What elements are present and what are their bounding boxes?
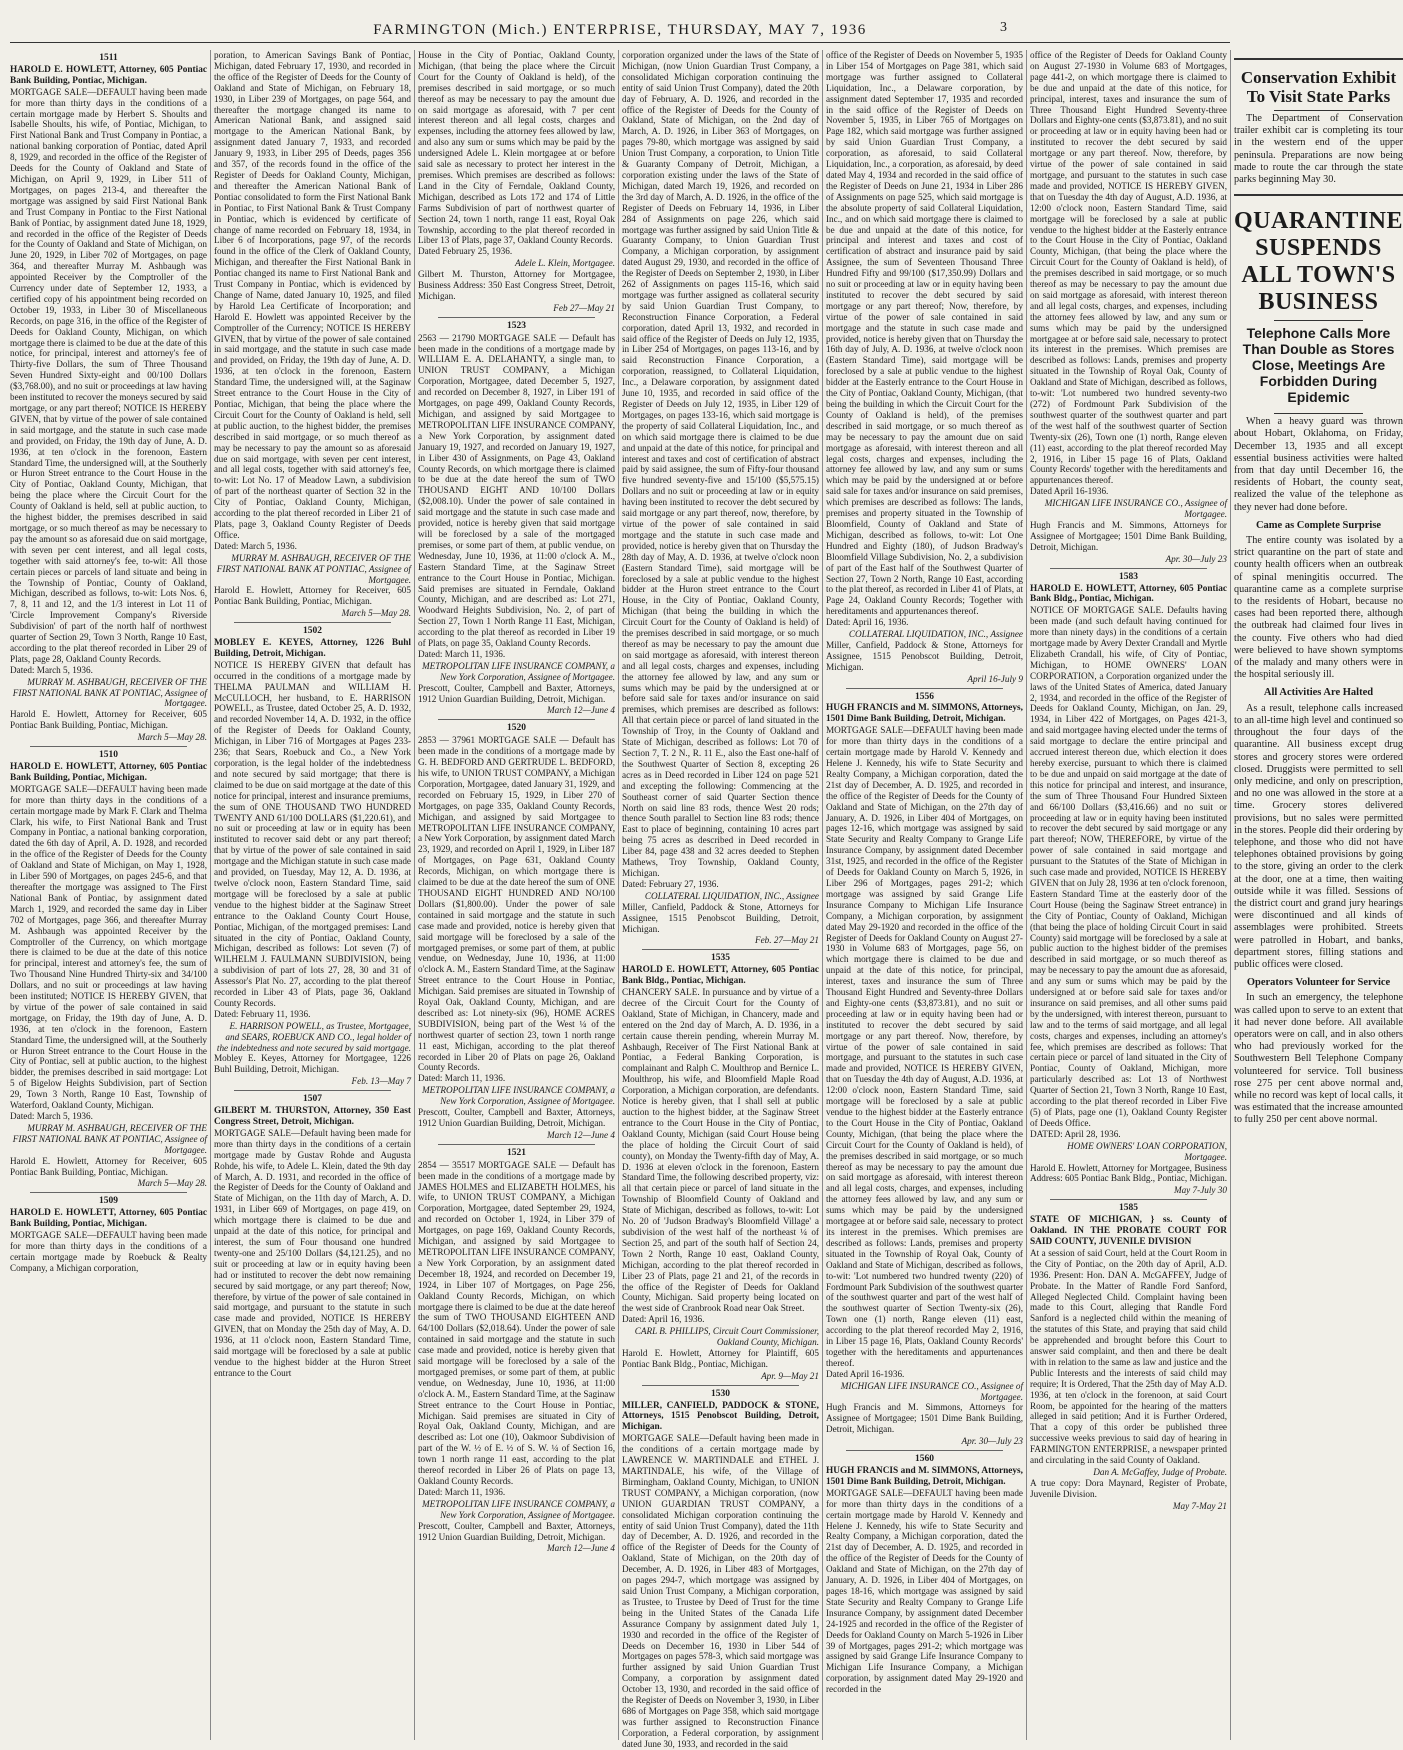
notice-attorney-address: Harold E. Howlett, Attorney for Receiver, 605 Pontiac Bank Building, Pontiac, Michigan. (10, 1155, 207, 1177)
legal-column (10, 50, 207, 1740)
notice-attorney: HUGH FRANCIS and M. SIMMONS, Attorneys, 1501 Dime Bank Building, Detroit, Michigan. (826, 703, 1023, 725)
story-paragraph: In such an emergency, the telephone was called upon to serve to an extent that it had never done before. All available operators were on call, and in also others who had previously worked for the Southwestern Bell Telephone Company volunteered for service. Toll business rose 275 per cent above normal and, while no record was kept of local calls, it was estimated that the increase amounted to fully 250 per cent above normal. (1234, 992, 1403, 1126)
legal-notice (10, 750, 207, 1193)
story-deck: Telephone Calls More Than Double as Stores Close, Meetings Are Forbidden During Epidemic (1242, 325, 1395, 406)
notice-body: CHANCERY SALE. In pursuance and by virtue of a decree of the Circuit Court for the County of Oakland, State of Michigan, in Chancery, made and entered on the 2nd day of March, A. D. 1936, in a certain cause therein pending, wherein Murray M. Ashbaugh, Receiver of The First National Bank at Pontiac, a Federal Banking Corporation, is complainant and Ralph C. Moulthrop and Bernice L. Moulthrop, his wife, and Bloomfield Maple Road Corporation, a Michigan corporation, are defendants. Notice is hereby given, that I shall sell at public auction to the highest bidder, at the Saginaw Street entrance to the Court House in the City of Pontiac, Oakland County, Michigan (said Court House being the place of holding the Circuit Court of said county), on Monday the Twenty-fifth day of May, A. D. 1936 at eleven o'clock in the forenoon, Eastern Standard Time, the following described property, viz: all that certain piece or parcel of land situate in the Township of Bloomfield County of Oakland and State of Michigan, described as follows, to-wit: Lot No. 20 of 'Judson Bradway's Bloomfield Village' a subdivision of the west half of the northeast ¼ of Section 25, and part of the south half of Section 24, Town 2 North, Range 10 east, Oakland County, Michigan, according to the plat thereof recorded in Liber 23 of Plats, page 21 and 21, of the records in the office of the Register of Deeds for Oakland County, Michigan. Said property being located on the west side of Cranbrook Road near Oak Street. (622, 987, 819, 1314)
notice-date: DATED: April 28, 1936. (1030, 1128, 1121, 1139)
notice-run-dates: May 7-July 30 (1173, 1185, 1227, 1196)
masthead-title: FARMINGTON (Mich.) ENTERPRISE, THURSDAY, MAY 7, 1936 (373, 22, 867, 38)
notice-signature: MICHIGAN LIFE INSURANCE CO., Assignee of Mortgagee. (1044, 498, 1227, 520)
column-rule (414, 50, 415, 1740)
notice-attorney-address: Hugh Francis and M. Simmons, Attorneys for Assignee of Mortgagee; 1501 Dime Bank Building, Detroit, Michigan. (1030, 519, 1227, 552)
notice-separator (438, 1144, 595, 1145)
story-paragraph: The entire county was isolated by a strict quarantine on the part of state and county health officers when an outbreak of spinal meningitis occurred. The quarantine came as a complete surprise to the residents of Hobart, because no cases had been reported there, although the outbreak had claimed four lives in the county. Five others who had died were believed to have shown symptoms of the malady and many others were in the hospital seriously ill. (1234, 535, 1403, 681)
notice-number: 1507 (303, 1094, 322, 1105)
notice-date: Dated April 16-1936. (826, 1368, 905, 1379)
notice-signature: COLLATERAL LIQUIDATION, INC., Assignee (848, 629, 1023, 640)
notice-attorney-address: Hugh Francis and M. Simmons, Attorneys for Assignee of Mortgagee; 1501 Dime Bank Building, Detroit, Michigan. (826, 1402, 1023, 1435)
story-subhead: Came as Complete Surprise (1255, 519, 1382, 531)
notice-attorney: MOBLEY E. KEYES, Attorney, 1226 Buhl Building, Detroit, Michigan. (214, 638, 411, 659)
notice-attorney-address: Prescott, Coulter, Campbell and Baxter, Attorneys, 1912 Union Guardian Building, Detroit, Michigan. (418, 1107, 615, 1128)
column-rule (618, 50, 619, 1740)
notice-attorney-address: Miller, Canfield, Paddock & Stone, Attorneys for Assignee, 1515 Penobscot Building, Detroit, Michigan. (826, 639, 1023, 672)
notice-separator (234, 1090, 391, 1091)
notice-attorney: GILBERT M. THURSTON, Attorney, 350 East Congress Street, Detroit, Michigan. (214, 1106, 411, 1127)
notice-body: NOTICE IS HEREBY GIVEN that default has occurred in the conditions of a mortgage made by THELMA PAULMAN and WILLIAM H. McCULLOCH, her husband, to E. HARRISON POWELL, as Trustee, dated October 25, A. D. 1932, and recorded November 14, A. D. 1932, in the office of the Register of Deeds for Oakland County, Michigan, in Liber 716 of Mortgages at Pages 233-236; that Sears, Roebuck and Co., a New York corporation, is the legal holder of the indebtedness and note secured by said mortgage; that there is claimed to be due on said mortgage at the date of this notice for principal, interest and insurance premiums, the sum of ONE THOUSAND TWO HUNDRED TWENTY AND 61/100 DOLLARS ($1,220.61), and no suit or proceeding at law or in equity has been instituted to recover said debt or any part thereof; that by virtue of the power of sale contained in said mortgage and the Michigan statute in such case made and provided, on Tuesday, May 12, A. D. 1936, at twelve o'clock noon, Eastern Standard Time, said mortgage will be foreclosed by a sale at public vendue to the highest bidder at the Saginaw Street entrance to the Oakland County Court House, Pontiac, Michigan, of the mortgaged premises: Land situated in the city of Pontiac, Oakland County, Michigan, described as follows: Lot seven (7) of WILHELM J. FAULMANN SUBDIVISION, being a subdivision of part of lots 27, 28, 30 and 31 of Assessor's Plat No. 27, according to the plat thereof recorded in Liber 43 of Plats, page 36, Oakland County Records. (214, 659, 411, 1008)
column-rule (822, 50, 823, 1740)
notice-date: Dated: March 5, 1936. (214, 540, 297, 551)
notice-body: 2854 — 35517 MORTGAGE SALE — Default has been made in the conditions of a mortgage made by JAMES HOLMES and ELIZABETH HOLMES, his wife, to UNION TRUST COMPANY, a Michigan Corporation, Mortgagee, dated September 29, 1924, and recorded on October 1, 1924, in Liber 379 of Mortgages, on page 169, Oakland County Records, Michigan, and assigned by said Mortgagee to METROPOLITAN LIFE INSURANCE COMPANY, a New York Corporation, by an assignment dated December 18, 1924, and recorded on December 19, 1924, in Liber 107 of Mortgages, on Page 256, Oakland County Records, Michigan, on which mortgage there is claimed to be due at the date hereof the sum of TWO THOUSAND EIGHTEEN AND 64/100 Dollars ($2,018.64). Under the power of sale contained in said mortgage and the statute in such case made and provided, notice is hereby given that said mortgage will be foreclosed by a sale of the mortgaged premises, or some part of them, at public vendue, on Wednesday, June 10, 1936, at 11:00 o'clock A. M., Eastern Standard Time, at the Saginaw Street entrance to the Court House in Pontiac, Michigan. Said premises are situated in City of Royal Oak, Oakland County, Michigan, and are described as: Lot one (10), Oakmoor Subdivision of part of the W. ½ of E. ½ of S. W. ¼ of Section 16, town 1 north range 11 east, according to the plat thereof recorded in Liber 26 of Plats on page 13, Oakland County Records. (418, 1159, 615, 1486)
column-rule (210, 50, 211, 1740)
notice-attorney: STATE OF MICHIGAN, } ss. County of Oakland. IN THE PROBATE COURT FOR SAID COUNTY, JUVENILE DIVISION (1030, 1215, 1227, 1247)
notice-number: 1535 (711, 953, 730, 964)
notice-run-dates: March 5—May 28. (137, 732, 207, 743)
notice-body: House in the City of Pontiac, Oakland County, Michigan, (that being the place where the Circuit Court for the County of Oakland is held), of the premises described in said mortgage, or so much thereof as may be necessary to pay the amount due on said mortgage as aforesaid, with 7 per cent interest thereon and all legal costs, charges and expenses, including the attorney fees allowed by law, and also any sum or sums which may be paid by the undersigned Adele L. Klein mortgagee at or before said sale as necessary to protect her interest in the premises. Which premises are described as follows: Land in the City of Ferndale, Oakland County, Michigan, described as Lots 172 and 174 of Little Farms Subdivision of part of northwest quarter of Section 24, town 1 north, range 11 east, Royal Oak Township, according to the plat thereof recorded in Liber 13 of Plats, page 37, Oakland County Records. (418, 50, 615, 246)
notice-date: Dated: February 27, 1936. (622, 878, 719, 889)
notice-signature: METROPOLITAN LIFE INSURANCE COMPANY, a New York Corporation, Assignee of Mortgagee. (421, 660, 615, 682)
legal-notice (418, 321, 615, 721)
notice-number: 1510 (99, 750, 118, 761)
notice-attorney: HAROLD E. HOWLETT, Attorney, 605 Pontiac Bank Bldg., Pontiac, Michigan. (622, 965, 819, 987)
notice-date: Dated: April 16, 1936. (826, 617, 909, 628)
legal-column (826, 50, 1023, 1740)
story-headline: QUARANTINE SUSPENDS ALL TOWN'S BUSINESS (1234, 208, 1403, 316)
legal-column (1030, 50, 1227, 1740)
notice-separator (438, 317, 595, 318)
notice-number: 1520 (507, 723, 526, 734)
legal-notice (214, 626, 411, 1091)
notice-date: Dated: March 5, 1936. (10, 664, 93, 675)
notice-separator (846, 1450, 1003, 1451)
notice-attorney-address: A true copy: Dora Maynard, Register of Probate, Juvenile Division. (1030, 1477, 1227, 1499)
notice-date: Dated: April 16, 1936. (622, 1314, 705, 1325)
notice-separator (438, 719, 595, 720)
story-subhead: Operators Volunteer for Service (1246, 977, 1391, 989)
notice-attorney-address: Gilbert M. Thurston, Attorney for Mortgagee, Business Address: 350 East Congress Street, Detroit, Michigan. (418, 269, 615, 301)
notice-attorney: HAROLD E. HOWLETT, Attorney, 605 Pontiac Bank Bldg., Pontiac, Michigan. (1030, 583, 1227, 605)
column-rule (1026, 50, 1027, 1740)
story-divider (1234, 194, 1403, 196)
legal-notice (826, 692, 1023, 1452)
notice-date: Dated: March 11, 1936. (418, 1486, 506, 1497)
legal-notice (622, 50, 819, 950)
notice-date: Dated April 16-1936. (1030, 486, 1109, 497)
notice-signature: COLLATERAL LIQUIDATION, INC., Assignee (644, 890, 819, 901)
notice-attorney: HAROLD E. HOWLETT, Attorney, 605 Pontiac Bank Building, Pontiac, Michigan. (10, 1208, 207, 1230)
notice-run-dates: April 16-July 9 (967, 673, 1023, 684)
legal-notice (1030, 1203, 1227, 1511)
notice-run-dates: May 7-May 21 (1172, 1500, 1227, 1511)
legal-column (418, 50, 615, 1740)
notice-attorney: MILLER, CANFIELD, PADDOCK & STONE, Attorneys, 1515 Penobscot Building, Detroit, Michigan. (622, 1400, 819, 1433)
notice-body: MORTGAGE SALE—Default having been made in the conditions of a certain mortgage made by LAWRENCE W. MARTINDALE and ETHEL J. MARTINDALE, his wife, of the Village of Birmingham, Oakland County, Michigan, to UNION TRUST COMPANY, a Michigan corporation, (now UNION GUARDIAN TRUST COMPANY, a consolidated Michigan corporation continuing the entity of said Union Trust Company), dated the 11th day of December, A. D. 1926, and recorded in the office of the Register of Deeds for the County of Oakland, State of Michigan, on the 20th day of December, A. D. 1926, in Liber 483 of Mortgages, on pages 294-7, which mortgage was assigned by said Union Trust Company, a Michigan corporation, as Trustee, to Trustee by Deed of Trust for the time being in the United States of the Canada Life Assurance Company by assignment dated July 1, 1930 and recorded in the office of the Register of Deeds on December 16, 1930 in Liber 544 of Mortgages on pages 578-3, which said mortgage was further assigned by said Union Guardian Trust Company, a corporation by assignment dated October 13, 1930, and recorded in the said office of the Register of Deeds on November 3, 1930, in Liber 686 of Mortgages on Page 358, which said mortgage was further assigned to Reconstruction Finance Corporation, a Federal corporation, by assignment dated June 30, 1933, and recorded in the said (622, 1433, 819, 1749)
legal-notice (622, 953, 819, 1385)
notice-body: MORTGAGE SALE—DEFAULT having been made for more than thirty days in the conditions of a certain mortgage made by Harold V. Kennedy and Helene J. Kennedy, his wife to State Security and Realty Company, a Michigan corporation, dated the 21st day of December, A. D. 1925, and recorded in the office of the Register of Deeds for the County of Oakland and State of Michigan, on the 27th day of January, A. D. 1926, in Liber 404 of Mortgages, on pages 18-16, which mortgage was assigned by said State Security and Realty Company to Grange Life Insurance Company, by assignment dated December 24-1925 and recorded in the office of the Register of Deeds for Oakland County on March 5-1926 in Liber 39 of Mortgages, pages 291-2; which mortgage was assigned by said Grange Life Insurance Company to Michigan Life Insurance Company, a Michigan corporation, by assignment dated May 29-1920 and recorded in the (826, 1487, 1023, 1695)
legal-notice (10, 1196, 207, 1273)
notice-signature: CARL B. PHILLIPS, Circuit Court Commissioner, Oakland County, Michigan. (634, 1326, 819, 1348)
notice-signature: Adele L. Klein, Mortgagee. (514, 258, 615, 269)
notice-run-dates: March 12—June 4 (546, 1543, 615, 1554)
notice-attorney-address: Prescott, Coulter, Campbell and Baxter, Attorneys, 1912 Union Guardian Building, Detroit, Michigan. (418, 1520, 615, 1542)
legal-notice (1030, 50, 1227, 569)
notice-body: At a session of said Court, held at the Court Room in the City of Pontiac, on the 20th day of April, A.D. 1936. Present: Hon. DAN A. McGAFFEY, Judge of Probate. In the Matter of Randle Ford Sanford, Alleged Neglected Child. Complaint having been made to this Court, alleging that Randle Ford Sanford is a neglected child within the meaning of the statutes of this State, and praying that said child be apprehended and brought before this Court to answer said complaint, and then and there be dealt with in relation to the same as law and justice and the Public Interests and the interests of said child may require; It is Ordered, That the 25th day of May A.D. 1936, at ten o'clock in the forenoon, at said Court Room, be appointed for the hearing of the matters alleged in said petition; And it is Further Ordered, That a copy of this order be published three successive weeks previous to said day of hearing in FARMINGTON ENTERPRISE, a newspaper printed and circulating in the said County of Oakland. (1030, 1247, 1227, 1466)
notice-separator (642, 1385, 799, 1386)
legal-notice (10, 53, 207, 747)
news-column (1234, 50, 1403, 1740)
notice-attorney-address: Harold E. Howlett, Attorney for Plaintiff, 605 Pontiac Bank Bldg., Pontiac, Michigan. (622, 1347, 819, 1369)
notice-body: 2853 — 37961 MORTGAGE SALE — Default has been made in the conditions of a mortgage made by G. H. BEDFORD AND GERTRUDE L. BEDFORD, his wife, to UNION TRUST COMPANY, a Michigan Corporation, Mortgagee, dated January 31, 1929, and recorded on February 15, 1929, in Liber 270 of Mortgages, on page 335, Oakland County Records, Michigan, and assigned by said Mortgagee to METROPOLITAN LIFE INSURANCE COMPANY, a New York Corporation, by assignment dated March 23, 1929, and recorded on April 1, 1929, in Liber 187 of Mortgages, on Page 631, Oakland County Records, Michigan, on which mortgage there is claimed to be due at the date hereof the sum of ONE THOUSAND EIGHT HUNDRED AND NO/100 Dollars ($1,800.00). Under the power of sale contained in said mortgage and the statute in such case made and provided, notice is hereby given that said mortgage will be foreclosed by a sale of the mortgaged premises, or some part of them, at public vendue, on Wednesday, June 10, 1936, at 11:00 o'clock A. M., Eastern Standard Time, at the Saginaw Street entrance to the Court House in Pontiac, Michigan. Said premises are situated in Township of Royal Oak, Oakland County, Michigan, and are described as: Lot ninety-six (96), HOME ACRES SUBDIVISION, being part of the West ¼ of the northwest quarter of section 23, town 1 north range 11 east, Michigan, according to the plat thereof recorded in Liber 20 of Plats on page 26, Oakland County Records. (418, 735, 615, 1073)
legal-notice (418, 723, 615, 1144)
notice-attorney: HUGH FRANCIS and M. SIMMONS, Attorneys, 1501 Dime Bank Building, Detroit, Michigan. (826, 1466, 1023, 1487)
notice-number: 1521 (507, 1147, 526, 1158)
notice-number: 1502 (303, 626, 322, 637)
notice-date: Dated: March 11, 1936. (418, 1073, 506, 1084)
headline-rule (1274, 110, 1363, 111)
notice-signature: MURRAY M. ASHBAUGH, RECEIVER OF THE FIRST NATIONAL BANK AT PONTIAC, Assignee of Mortgagee. (12, 676, 207, 709)
notice-separator (642, 949, 799, 950)
notice-run-dates: March 5—May 28. (341, 608, 411, 619)
legal-notice (826, 50, 1023, 689)
legal-column (622, 50, 819, 1749)
story-top-rule (1234, 58, 1403, 60)
notice-attorney-address: Harold E. Howlett, Attorney for Receiver, 605 Pontiac Bank Building, Pontiac, Michigan. (214, 585, 411, 607)
masthead (0, 22, 1240, 39)
notice-body: 2563 — 21790 MORTGAGE SALE — Default has been made in the conditions of a mortgage made by WILLIAM E. A. DELAHANTY, a single man, to UNION TRUST COMPANY, a Michigan Corporation, Mortgagee, dated December 5, 1927, and recorded on December 8, 1927, in Liber 191 of Mortgages, on page 499, Oakland County Records, Michigan, and assigned by said Mortgagee to METROPOLITAN LIFE INSURANCE COMPANY, a New York Corporation, by assignment dated January 19, 1927, and recorded on January 19, 1927, in Liber 430 of Assignments, on Page 43, Oakland County Records, on which mortgage there is claimed to be due at the date hereof the sum of TWO THOUSAND EIGHT AND 10/100 Dollars ($2,008.10). Under the power of sale contained in said mortgage and the statute in such case made and provided, notice is hereby given that said mortgage will be foreclosed by a sale of the mortgaged premises, or some part of them, at public vendue, on Wednesday, June 10, 1936, at 11:00 o'clock A. M., Eastern Standard Time, at the Saginaw Street entrance to the Court House in Pontiac, Michigan. Said premises are situated in Ferndale, Oakland County, Michigan, and are described as: Lot 271, Woodward Heights Subdivision, No. 2, of part of Section 27, Town 1 North Range 11 East, Michigan, according to the plat thereof as recorded in Liber 19 of Plats, on page 35, Oakland County Records. (418, 332, 615, 649)
story-paragraph: When a heavy guard was thrown about Hobart, Oklahoma, on Friday, December 13, 1935 and all except essential business activities were halted from that day until December 16, the residents of Hobart, the county seat, realized the value of the telephone as they never had done before. (1234, 416, 1403, 513)
legal-notice (622, 1389, 819, 1750)
notice-number: 1583 (1119, 571, 1138, 582)
legal-notice (1030, 572, 1227, 1201)
notice-run-dates: March 12—June 4 (546, 705, 615, 716)
notice-body: office of the Register of Deeds on November 5, 1935 in Liber 154 of Mortgages on Page 381, which said mortgage was further assigned to Collateral Liquidation, Inc., a Delaware corporation, by assignment dated September 17, 1935 and recorded in the said office of the Register of Deeds on November 5, 1935, in Liber 765 of Mortgages on Page 182, which said mortgage was further assigned by said Union Guardian Trust Company, a corporation, as aforesaid, to said Collateral Liquidation, Inc., a corporation, as aforesaid, by deed dated May 4, 1934 and recorded in the said office of the Register of Deeds on June 21, 1934 in Liber 286 of Assignments on page 525, which said mortgage is the absolute property of said Collateral Liquidation, Inc., and on which said mortgage there is claimed to be due and unpaid at the date of this notice, for principal and interest and taxes and cost of certification of abstract and insurance paid by said Assignee, the sum of Seventeen Thousand Three Hundred Fifty and 99/100 ($17,350.99) Dollars and no suit or proceeding at law or in equity having been instituted to recover the debt secured by said mortgage or any part thereof; Now, therefore, by virtue of the power of sale contained in said mortgage and the statute in such case made and provided, notice is hereby given that on Thursday the 16th day of July, A. D. 1936, at twelve o'clock noon (Eastern Standard Time), said mortgage will be foreclosed by a sale at public vendue to the highest bidder at the Easterly entrance to the Court House in the City of Pontiac, Oakland County, Michigan, (that being the building in which the Circuit Court for the County of Oakland is held), of the premises described in said mortgage, or so much thereof as may be necessary to pay the amount due on said mortgage as aforesaid, with interest thereon and all legal costs, charges and expenses, including the attorney fee allowed by law, and any sum or sums which may be paid by the undersigned at or before said sale for taxes and/or insurance on said premises, which premises are described as follows: The lands, premises and property situated in the Township of Bloomfield, County of Oakland and State of Michigan, described as follows, to-wit: Lot One Hundred and Eighty (180), of Judson Bradway's Bloomfield Village Subdivision, No. 2, a subdivision of part of the East half of the Southwest Quarter of Section 27, Town 2 North, Range 10 East, according to the plat thereof, as recorded in Liber 41 of Plats, at Page 24, Oakland County Records; Together with hereditaments and appurtenances thereof. (826, 50, 1023, 617)
masthead-rule (10, 42, 1230, 43)
page-columns (10, 50, 1403, 1749)
notice-separator (30, 1192, 187, 1193)
legal-notice (418, 50, 615, 318)
notice-run-dates: Apr. 30—July 23 (961, 1436, 1023, 1447)
notice-attorney-address: Harold E. Howlett, Attorney for Mortgagee, Business Address: 605 Pontiac Bank Bldg., Pontiac, Michigan. (1030, 1162, 1228, 1184)
notice-number: 1511 (99, 53, 118, 63)
notice-separator (846, 688, 1003, 689)
notice-signature: Dan A. McGaffey, Judge of Probate. (1093, 1467, 1227, 1477)
column-rule (1230, 50, 1231, 1740)
page-number: 3 (1000, 20, 1007, 35)
notice-signature: HOME OWNERS' LOAN CORPORATION, Mortgagee. (1067, 1140, 1227, 1162)
notice-run-dates: Feb. 27—May 21 (754, 935, 819, 946)
notice-run-dates: March 5—May 28. (137, 1178, 207, 1189)
notice-run-dates: Feb 27—May 21 (553, 302, 615, 313)
notice-number: 1585 (1119, 1203, 1138, 1214)
legal-notice (214, 1094, 411, 1379)
notice-body: office of the Register of Deeds for Oakland County on August 27-1930 in Volume 683 of Mortgages, page 441-2, on which mortgage there is claimed to be due and unpaid at the date of this notice, for principal, interest, taxes and insurance the sum of Three Thousand Eight Hundred Seventy-three Dollars and Eighty-one cents ($3,873.81), and no suit or proceeding at law or in equity having been had or instituted to recover the debt secured by said mortgage or any part thereof. Now, therefore, by virtue of the power of sale contained in said mortgage, and pursuant to the statutes in such case made and provided, NOTICE IS HEREBY GIVEN, that on Tuesday the 4th day of August, A.D. 1936, at 12:00 o'clock noon, Eastern Standard Time, said mortgage will be foreclosed by a sale at public vendue to the highest bidder at the Easterly entrance to the Court House in the City of Pontiac, Oakland County, Michigan, (that being the place where the Circuit Court for the County of Oakland is held), of the premises described in said mortgage, or so much thereof as may be necessary to pay the amount due on said mortgage as aforesaid, with interest thereon and all legal costs, charges, and expenses, including the attorney fees allowed by law, and any sum or sums which may be paid by the undersigned mortgagee at or before said sale, necessary to protect its interest in the premises. Which premises are described as follows: Lands, premises and property situated in the Township of Royal Oak, County of Oakland and State of Michigan, described as follows, to-wit: 'Lot numbered two hundred seventy-two (272) of Fordmount Park Subdivision of the southwest quarter of the southwest quarter and part of the west half of the southwest quarter of Section Twenty-six (26), Town one (1) north, Range eleven (11) east, according to the plat thereof recorded May 2, 1916, in Liber 15 page 16 of Plats, Oakland County Records' together with the hereditaments and appurtenances thereof. (1030, 50, 1227, 486)
notice-run-dates: Apr. 9—May 21 (761, 1370, 819, 1381)
notice-attorney-address: Prescott, Coulter, Campbell and Baxter, Attorneys, 1912 Union Guardian Building, Detroit, Michigan. (418, 682, 615, 704)
notice-attorney: HAROLD E. HOWLETT, Attorney, 605 Pontiac Bank Building, Pontiac, Michigan. (10, 762, 207, 783)
notice-body: MORTGAGE SALE—DEFAULT having been made for more than thirty days in the conditions of a certain mortgage made by Mark F. Clark and Thelma Clark, his wife, to First National Bank and Trust Company in Pontiac, a national banking corporation, dated the 6th day of April, A. D. 1928, and recorded in the office of the Register of Deeds for the County of Oakland and State of Michigan, on May 1, 1928, in Liber 590 of Mortgages, on pages 245-6, and that thereafter the mortgage was assigned to The First National Bank of Pontiac, by assignment dated March 1, 1929, and recorded the same day in Liber 702 of Mortgages, page 366, and thereafter Murray M. Ashbaugh was appointed Receiver by the Comptroller of the Currency, on which mortgage there is claimed to be due at the date of this notice for principal, interest and attorney's fee, the sum of Two Thousand Nine Hundred Thirty-six and 34/100 Dollars, and no suit or proceedings at law having been instituted; NOTICE IS HEREBY GIVEN, that by virtue of the power of sale contained in said mortgage, on Friday, the 19th day of June, A. D. 1936, at ten o'clock in the forenoon, Eastern Standard Time, the undersigned will, at the Southerly or Huron Street entrance to the Court House in the City of Pontiac, sell at public auction, to the highest bidder, the premises described in said mortgage: Lot 5 of Bigelow Heights Subdivision, part of Section 29, Town 3 North, Range 10 East, Township of Waterford, Oakland County, Michigan. (10, 783, 207, 1111)
notice-attorney: HAROLD E. HOWLETT, Attorney, 605 Pontiac Bank Building, Pontiac, Michigan. (10, 64, 207, 86)
notice-separator (30, 746, 187, 747)
notice-separator (234, 622, 391, 623)
notice-signature: MURRAY M. ASHBAUGH, RECEIVER OF THE FIRST NATIONAL BANK AT PONTIAC, Assignee of Mortgagee. (12, 1122, 207, 1155)
notice-body: MORTGAGE SALE—DEFAULT having been made for more than thirty days in the conditions of a certain mortgage made by Harold V. Kennedy and Helene J. Kennedy, his wife to State Security and Realty Company, a Michigan corporation, dated the 21st day of December, A. D. 1925, and recorded in the office of the Register of Deeds for the County of Oakland and State of Michigan, on the 27th day of January, A. D. 1926, in Liber 404 of Mortgages, on pages 12-16, which mortgage was assigned by said State Security and Realty Company to Grange Life Insurance Company, by assignment dated December 31st, 1925, and recorded in the office of the Register of Deeds for Oakland County on March 5, 1926, in Liber 296 of Mortgages, pages 291-2; which mortgage was assigned by said Grange Life Insurance Company to Michigan Life Insurance Company, a Michigan corporation, by assignment dated May 29-1920 and recorded in the office of the Register of Deeds for Oakland County on August 27-1930 in Volume 683 of Mortgages, page 56, on which mortgage there is claimed to be due and unpaid at the date of this notice, for principal, interest, taxes and insurance the sum of Three Thousand Eight Hundred and Seventy-three Dollars and Eighty-one cents ($3,873.81), and no suit or proceeding at law or in equity having been had or instituted to recover the debt secured by said mortgage or any part thereof. Now, therefore, by virtue of the power of sale contained in said mortgage, and pursuant to the statutes in such case made and provided, NOTICE IS HEREBY GIVEN, that on Tuesday the 4th day of August, A.D. 1936, at 12:00 o'clock noon, Eastern Standard Time, said mortgage will be foreclosed by a sale at public vendue to the highest bidder at the Easterly entrance to the Court House in the City of Pontiac, Oakland County, Michigan, (that being the place where the Circuit Court for the County of Oakland is held), of the premises described in said mortgage, or so much thereof as may be necessary to pay the amount due on said mortgage as aforesaid, with interest thereon and all legal costs, charges, and expenses, including the attorney fees allowed by law, and any sum or sums which may be paid by the undersigned mortgagee at or before said sale, necessary to protect its interest in the premises. Which premises are described as follows: Lands, premises and property situated in the Township of Royal Oak, County of Oakland and State of Michigan, described as follows, to-wit: 'Lot numbered two hundred twenty (220) of Fordmount Park Subdivision of the southwest quarter of the southwest quarter and part of the west half of the southwest quarter of Section Twenty-six (26), Town one (1) north, Range eleven (11) east, according to the plat thereof recorded May 2, 1916, in Liber 15 page 16, Plats, Oakland County Records' together with the hereditaments and appurtenances thereof. (826, 725, 1024, 1368)
story-paragraph: As a result, telephone calls increased to an all-time high level and continued so throughout the four days of the quarantine. All business except drug stores and grocery stores were ordered closed. Druggists were permitted to sell only medicine, and only on prescription, and no one was allowed in the store at a time. Grocery stores delivered provisions, but no sales were permitted in the stores. People did their ordering by telephone, and those who did not have telephones obtained provisions by going to the store, giving an order to the clerk at the door, one at a time, then waiting outside while it was filled. Sessions of the district court and grand jury hearings were discontinued and all kinds of assemblages were prohibited. Streets were patrolled in Hobart, and banks, department stores, filling stations and public offices were closed. (1234, 702, 1403, 970)
notice-attorney-address: Harold E. Howlett, Attorney for Receiver, 605 Pontiac Bank Building, Pontiac, Michigan. (10, 709, 207, 731)
notice-run-dates: March 12—June 4 (546, 1129, 615, 1140)
notice-run-dates: Feb. 13—May 7 (351, 1076, 411, 1087)
story-headline: Conservation Exhibit To Visit State Parks (1240, 68, 1397, 106)
story-paragraph: The Department of Conservation trailer exhibit car is completing its tour in the western end of the upper peninsula. Preparations are now being made to route the car through the state parks beginning May 30. (1234, 113, 1403, 186)
notice-date: Dated: March 5, 1936. (10, 1111, 93, 1121)
notice-body: MORTGAGE SALE—DEFAULT having been made for more than thirty days in the conditions of a certain mortgage made by Herbert S. Shoults and Isabelle Shoults, his wife, of Pontiac, Michigan, to First National Bank and Trust Company in Pontiac, a national banking corporation of Pontiac, dated April 8, 1929, and recorded in the office of the Register of Deeds for the County of Oakland and State of Michigan, on April 9, 1929, in Liber 511 of Mortgages, on pages 213-4, and thereafter the mortgage was assigned by said First National Bank and Trust Company in Pontiac to the First National Bank of Pontiac, by assignment dated June 18, 1929, and recorded in the office of the Register of Deeds for the County of Oakland and State of Michigan, on June 20, 1929, in Liber 702 of Mortgages, on page 364, and thereafter Murray M. Ashbaugh was appointed Receiver by the Comptroller of the Currency under date of September 12, 1933, a certified copy of his appointment being recorded on October 19, 1933, in Liber 30 of Miscellaneous Records, on page 316, in the office of the Register of Deeds for Oakland County, Michigan, on which mortgage there is claimed to be due at the date of this notice, for principal, interest and attorney's fee of Thirty-five Dollars, the sum of Three Thousand Seven Hundred Sixty-eight and 00/100 Dollars ($3,768.00), and no suit or proceedings at law having been instituted to recover the moneys secured by said mortgage, or any part thereof; NOTICE IS HEREBY GIVEN, that by virtue of the power of sale contained in said mortgage, and the statute in such case made and provided, on Friday, the 19th day of June, A. D. 1936, at ten o'clock in the forenoon, Eastern Standard Time, the undersigned will, at the Southerly or Huron Street entrance to the Court House in the City of Pontiac, Oakland County, Michigan, that being the place where the Circuit Court for the County of Oakland is held, sell at public auction, to the highest bidder, the premises described in said mortgage, or so much thereof as may be necessary to pay the amount so as aforesaid due on said mortgage, with seven per cent interest, and all legal costs, together with said attorney's fee, to-wit: All those certain pieces or parcels of land situate and being in the Township of Pontiac, County of Oakland, Michigan, described as follows, to-wit: Lots Nos. 6, 7, 8, 11 and 12, and the 1/3 interest in Lot 11 of 'Circle Improvement Company's Riverside Subdivision' of part of the north half of northwest quarter of Section 29, Town 3 North, Range 10 East, according to the plat thereof recorded in Liber 29 of Plats, page 28, Oakland County Records. (10, 86, 207, 664)
notice-date: Dated: February 11, 1936. (214, 1008, 311, 1019)
notice-separator (1050, 1199, 1207, 1200)
deck-rule (1274, 413, 1363, 414)
notice-number: 1509 (99, 1196, 118, 1207)
story-subhead: All Activities Are Halted (1263, 687, 1374, 699)
notice-run-dates: Apr. 30—July 23 (1165, 553, 1227, 564)
notice-signature: MICHIGAN LIFE INSURANCE CO., Assignee of Mortgagee. (840, 1380, 1023, 1402)
legal-column (214, 50, 411, 1740)
notice-date: Dated February 25, 1936. (418, 246, 513, 257)
notice-number: 1530 (711, 1388, 730, 1399)
legal-notice (418, 1148, 615, 1555)
headline-rule (1274, 320, 1363, 321)
notice-number: 1556 (915, 691, 934, 702)
legal-notice (826, 1454, 1023, 1695)
notice-date: Dated: March 11, 1936. (418, 648, 506, 659)
notice-number: 1523 (507, 320, 526, 331)
notice-attorney-address: Mobley E. Keyes, Attorney for Mortgagee, 1226 Buhl Building, Detroit, Michigan. (214, 1053, 411, 1075)
notice-body: poration, to American Savings Bank of Pontiac, Michigan, dated February 17, 1930, and recorded in the office of the Register of Deeds for the County of Oakland and State of Michigan, on February 18, 1930, in Liber 239 of Mortgages, on page 564, and thereafter the mortgage changed its name to American National Bank, and assigned said mortgage to the American National Bank, by assignment dated January 7, 1933, and recorded January 9, 1933, in Liber 295 of Deeds, pages 356 and 357, of the records found in the office of the Register of Deeds for Oakland County, Michigan, and thereafter the American National Bank of Pontiac consolidated to form the First National Bank in Pontiac, to First National Bank & Trust Company in Pontiac, which is evidenced by certificate of change of name recorded on February 18, 1934, in Liber 6 of Incorporations, page 97, of the records found in the office of the Clerk of Oakland County, Michigan, and thereafter the First National Bank in Pontiac changed its name to First National Bank and Trust Company in Pontiac, which is evidenced by Change of Name, dated January 10, 1925, and filed by Harold Lea Certificate of Incorporation; and Harold E. Howlett was appointed Receiver by the Comptroller of the Currency; NOTICE IS HEREBY GIVEN, that by virtue of the power of sale contained in said mortgage, and the statute in such case made and provided, on Friday, the 19th day of June, A. D. 1936, at ten o'clock in the forenoon, Eastern Standard Time, the undersigned will, at the Saginaw Street entrance to the Court House in the City of Pontiac, Michigan, that being the place where the Circuit Court for the County of Oakland is held, sell at public auction, to the highest bidder, the premises described in said mortgage, or so much thereof as may be necessary to pay the amount so as aforesaid due on said mortgage, with seven per cent interest, and all legal costs, together with said attorney's fee, to-wit: Lot No. 17 of Meadow Lawn, a subdivision of part of the northeast quarter of Section 32 in the City of Pontiac, Oakland County, Michigan, according to the plat thereof recorded in Liber 21 of Plats, page 3, Oakland County Register of Deeds Office. (214, 50, 411, 540)
notice-signature: E. HARRISON POWELL, as Trustee, Mortgagee, and SEARS, ROEBUCK AND CO., legal holder of the indebtedness and note secured by said mortgage. (216, 1020, 411, 1053)
notice-attorney-address: Miller, Canfield, Paddock & Stone, Attorneys for Assignee, 1515 Penobscot Building, Detroit, Michigan. (622, 901, 819, 934)
notice-body: MORTGAGE SALE—Default having been made for more than thirty days in the conditions of a certain mortgage made by Gustav Rohde and Augusta Rohde, his wife, to Adele L. Klein, dated the 9th day of March, A. D. 1931, and recorded in the office of the Register of Deeds for the County of Oakland and State of Michigan, on the 11th day of March, A. D. 1931, in Liber 669 of Mortgages, on page 419, on which mortgage there is claimed to be due and unpaid at the date of this notice, for principal and interest, the sum of Four thousand one hundred twenty-one and 25/100 Dollars ($4,121.25), and no suit or proceeding at law or in equity having been had or instituted to recover the debt now remaining secured by said mortgage, or any part thereof; Now, therefore, by virtue of the power of sale contained in said mortgage, and pursuant to the statute in such case made and provided, NOTICE IS HEREBY GIVEN, that on Monday the 25th day of May, A. D. 1936, at 11 o'clock noon, Eastern Standard Time, said mortgage will be foreclosed by a sale at public vendue to the highest bidder at the Huron Street entrance to the Court (214, 1127, 411, 1378)
notice-separator (1050, 568, 1207, 569)
notice-signature: METROPOLITAN LIFE INSURANCE COMPANY, a New York Corporation, Assignee of Mortgagee. (421, 1498, 615, 1520)
notice-signature: MURRAY M. ASHBAUGH, RECEIVER OF THE FIRST NATIONAL BANK AT PONTIAC, Assignee of Mortgagee. (216, 552, 411, 585)
notice-number: 1560 (915, 1454, 934, 1465)
notice-body: corporation organized under the laws of the State of Michigan, (now Union Guardian Trust Company, a consolidated Michigan corporation continuing the entity of said Union Trust Company), dated the 20th day of February, A. D. 1926, and recorded in the office of the Register of Deeds for the County of Oakland, State of Michigan, on the 2nd day of March, A. D. 1926, in Liber 363 of Mortgages, on pages 79-80, which mortgage was assigned by said Union Trust Company, a corporation, to Union Title & Guaranty Company of Detroit, Michigan, a corporation existing under the laws of the State of Michigan, dated March 19, 1926, and recorded on the 3rd day of March, A. D. 1926, in the office of the Register of Deeds on February 14, 1936, in Liber 284 of Assignments on page 226, which said mortgage was further assigned by said Union Title & Guaranty Company, to Union Guardian Trust Company, a Michigan corporation, by assignment dated August 29, 1930, and recorded in the office of the Register of Deeds on September 2, 1930, in Liber 262 of Assignments on pages 115-16, which said mortgage was further assigned as collateral security by said Union Guardian Trust Company, to Reconstruction Finance Corporation, a Federal corporation, dated April 13, 1932, and recorded in said office of the Register of Deeds on July 12, 1935, in Liber 254 of Mortgages, on pages 113-16, and by said Reconstruction Finance Corporation, a corporation, reassigned, to Collateral Liquidation, Inc., a Delaware corporation, by assignment dated June 10, 1935, and recorded in said office of the Register of Deeds on July 12, 1935, in Liber 129 of Mortgages, on pages 133-16, which said mortgage is the property of said Collateral Liquidation, Inc., and on which said mortgage there is claimed to be due and unpaid at the date of this notice, for principal and interest and taxes and cost of certification of abstract paid by said assignee, the sum of Fifty-four thousand five hundred seventy-five and 15/100 ($5,575.15) Dollars and no suit or proceeding at law or in equity having been instituted to recover the debt secured by said mortgage or any part thereof, now, therefore, by virtue of the power of sale contained in said mortgage and the statute in such case made and provided, notice is hereby given that on Thursday the 28th day of May, A. D. 1936, at twelve o'clock noon (Eastern Standard Time), said mortgage will be foreclosed by a sale at public vendue to the highest bidder at the Huron street entrance to the Court House, in the City of Pontiac, Oakland County, Michigan (that being the building in which the Circuit Court for the County of Oakland is held) of the premises described in said mortgage, or so much thereof as may be necessary to pay the amount due on said mortgage as aforesaid, with interest thereon and all legal costs, charges and expenses, including the attorney fee allowed by law, and any sum or sums which may be paid by the undersigned at or before said sale for taxes and/or insurance on said premises, which premises are described as follows: All that certain piece or parcel of land situated in the Township of Troy, in the County of Oakland and State of Michigan, described as follows: Lot 70 of Section 7, T. 2 N., R. 11 E., also the East one-half of the Southwest Quarter of Section 8, excepting 26 acres as in Deed recorded in Liber 124 on page 521 and excepting the following: Commencing at the Southeast corner of said Quarter Section thence North on said line 83 rods, thence West 20 rods; thence South parallel to Section line 83 rods; thence East to place of beginning, containing 10 acres part being 75 acres as described in Deed recorded in Liber 84, page 438 and 32 acres deeded to Stephen Mathews, Troy Township, Oakland County, Michigan. (622, 50, 819, 878)
legal-notice (214, 50, 411, 623)
notice-body: MORTGAGE SALE—DEFAULT having been made for more than thirty days in the conditions of a certain mortgage made by Roebuck & Realty Company, a Michigan corporation, (10, 1230, 207, 1273)
notice-body: NOTICE OF MORTGAGE SALE. Defaults having been made (and such default having continued for more than ninety days) in the conditions of a certain mortgage made by Avery Dexter Crandall and Myrtle Elizabeth Crandall, his wife, of City of Pontiac, Michigan, to HOME OWNERS' LOAN CORPORATION, a Corporation organized under the laws of the United States of America, dated January 2, 1934, and recorded in the office of the Register of Deeds for Oakland County, Michigan, on Jan. 29, 1934, in Liber 422 of Mortgages, on Pages 421-3, and said mortgagee having elected under the terms of said mortgage to declare the entire principal and accrued interest thereon due, which election it does hereby exercise, pursuant to which there is claimed to be due and unpaid on said mortgage at the date of this notice for principal and interest, and insurance, the sum of Three Thousand Four Hundred Sixteen and 66/100 Dollars ($3,416.66) and no suit or proceeding at law or in equity having been instituted to recover the debt secured by said mortgage or any part thereof; NOW, THEREFORE, by virtue of the power of sale contained in said mortgage and pursuant to the Statutes of the State of Michigan in such case made and provided, NOTICE IS HEREBY GIVEN that on July 28, 1936 at ten o'clock forenoon, Eastern Standard Time at the easterly door of the Court House (being the Saginaw Street entrance) in the City of Pontiac, County of Oakland, Michigan (that being the place of holding Circuit Court in said County) said mortgage will be foreclosed by a sale at public auction to the highest bidder of the premises described in said mortgage, or so much thereof as may be necessary to pay the amount due as aforesaid, and any sum or sums which may be paid by the undersigned at or before said sale for taxes and/or insurance on said premises, and all other sums paid by the undersigned, with interest thereon, pursuant to law and to the terms of said mortgage, and all legal costs, charges and expenses, including an attorney's fee, which premises are described as follows: That certain piece or parcel of land situated in the City of Pontiac, County of Oakland, Michigan, more particularly described as: Lot 13 of Northwest Quarter of Section 21, Town 3 North, Range 10 East, according to the plat thereof recorded in Liber Five (5) of Plats, page one (1), Oakland County Register of Deeds Office. (1030, 605, 1227, 1128)
notice-signature: METROPOLITAN LIFE INSURANCE COMPANY, a New York Corporation, Assignee of Mortgagee. (421, 1085, 615, 1107)
